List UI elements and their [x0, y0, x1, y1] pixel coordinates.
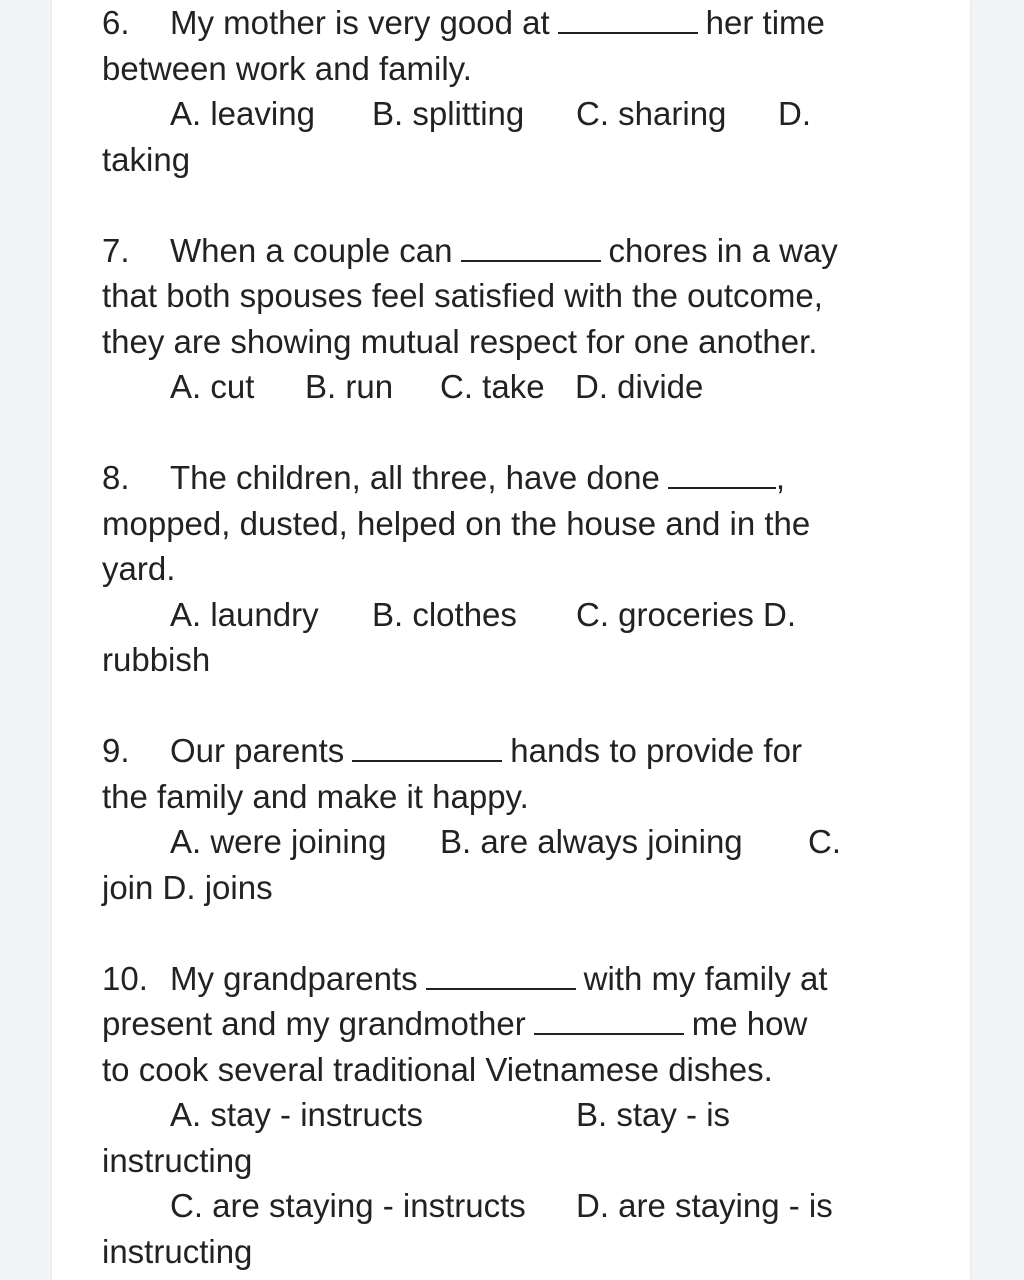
options-row	[102, 1183, 932, 1229]
spacer	[102, 182, 932, 228]
answer-blank	[426, 960, 576, 990]
option-b: B. clothes	[372, 595, 517, 633]
spacer	[102, 410, 932, 456]
question-number: 7.	[102, 231, 130, 269]
options-row	[102, 364, 932, 410]
options-row	[102, 592, 932, 638]
option-d: D. are staying - is	[576, 1187, 833, 1224]
answer-blank	[558, 4, 698, 34]
option-d: D.	[778, 95, 811, 132]
answer-blank	[461, 232, 601, 262]
question-text: My mother is very good at	[170, 4, 550, 41]
question-6	[102, 0, 932, 182]
options-row	[102, 819, 932, 865]
question-text: chores in a way	[608, 231, 838, 269]
question-10	[102, 956, 932, 1275]
answer-blank	[668, 459, 776, 489]
question-8-stem	[102, 455, 932, 501]
question-text: with my family at	[583, 959, 828, 997]
option-c: C. are staying - instructs	[170, 1187, 526, 1224]
question-text-line	[102, 1001, 932, 1047]
question-text: hands to provide for	[510, 732, 802, 769]
question-text: present and my grandmother	[102, 1005, 526, 1042]
question-text: between work and family.	[102, 49, 472, 87]
question-text: the family and make it happy.	[102, 777, 529, 815]
question-text: yard.	[102, 550, 176, 587]
answer-blank	[534, 1005, 684, 1035]
options-row	[102, 1092, 932, 1138]
option-c: C.	[808, 823, 841, 860]
question-9	[102, 728, 932, 910]
option-wrap-text: taking	[102, 140, 191, 178]
option-wrap-text: rubbish	[102, 641, 211, 678]
question-6-stem	[102, 0, 932, 46]
question-text: My grandparents	[170, 959, 418, 997]
option-b: B. splitting	[372, 95, 525, 132]
question-text: her time	[705, 4, 825, 41]
option-wrap-text: instructing	[102, 1232, 253, 1270]
option-a: A. stay - instructs	[170, 1096, 424, 1133]
option-wrap-text: join D. joins	[102, 868, 273, 906]
question-8	[102, 455, 932, 683]
question-text: they are showing mutual respect for one another.	[102, 322, 818, 360]
question-9-stem	[102, 728, 932, 774]
option-c: C. sharing	[576, 95, 727, 132]
question-text: me how	[691, 1005, 808, 1042]
option-b: B. are always joining	[440, 823, 743, 860]
option-a: A. were joining	[170, 823, 387, 860]
spacer	[102, 910, 932, 956]
option-a: A. laundry	[170, 595, 319, 633]
question-number: 8.	[102, 459, 130, 496]
question-text: ,	[775, 459, 785, 496]
document-page	[52, 0, 970, 1280]
option-a: A. leaving	[170, 95, 315, 132]
option-a: A. cut	[170, 368, 255, 405]
question-text: that both spouses feel satisfied with the outcome,	[102, 277, 823, 314]
answer-blank	[352, 732, 502, 762]
question-text: When a couple can	[170, 231, 453, 269]
question-number: 9.	[102, 732, 130, 769]
question-7	[102, 228, 932, 410]
option-c: C. groceries D.	[576, 595, 797, 633]
question-7-stem	[102, 228, 932, 274]
option-b: B. stay - is	[576, 1096, 731, 1133]
question-text: Our parents	[170, 732, 345, 769]
option-d: D. divide	[575, 368, 704, 405]
question-number: 10.	[102, 959, 148, 997]
question-10-stem	[102, 956, 932, 1002]
question-text: The children, all three, have done	[170, 459, 660, 496]
question-text: to cook several traditional Vietnamese dishes.	[102, 1050, 773, 1088]
question-text: mopped, dusted, helped on the house and in the	[102, 504, 811, 542]
option-b: B. run	[305, 368, 394, 405]
question-list	[102, 0, 932, 1274]
options-row	[102, 91, 932, 137]
question-number: 6.	[102, 4, 130, 41]
spacer	[102, 683, 932, 729]
option-c: C. take	[440, 368, 545, 405]
option-wrap-text: instructing	[102, 1141, 253, 1179]
